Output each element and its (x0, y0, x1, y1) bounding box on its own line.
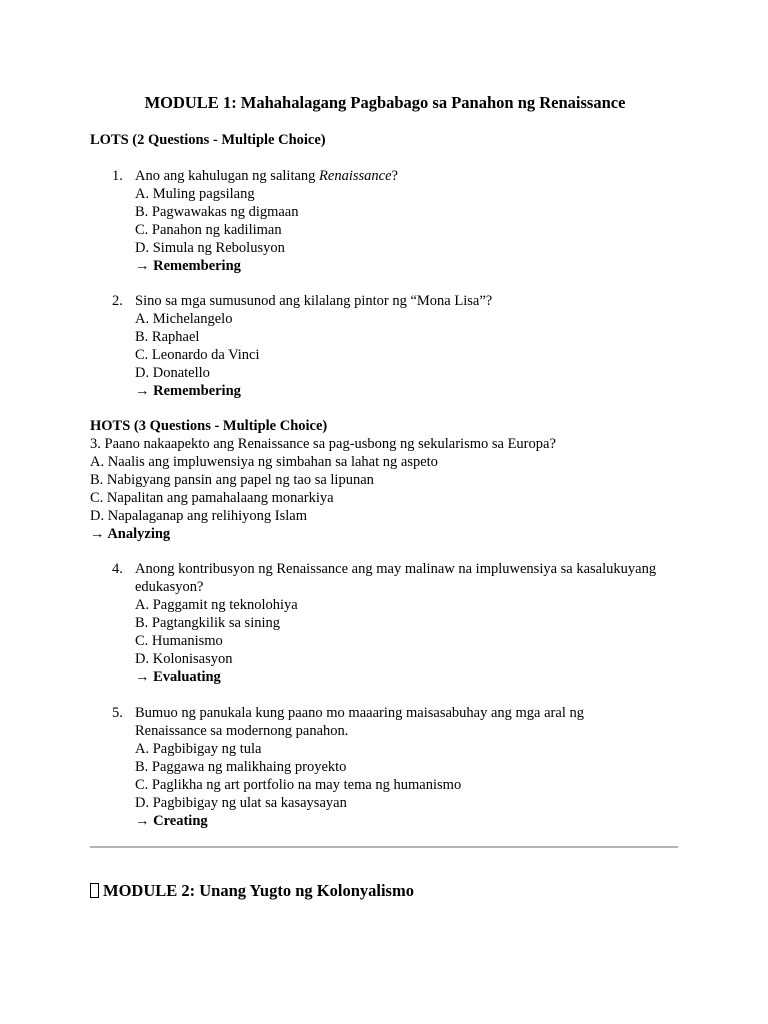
cognitive-level: → Remembering (135, 383, 241, 399)
question-text: Ano ang kahulugan ng salitang Renaissance? (135, 168, 398, 184)
arrow-right-icon: → (90, 526, 105, 542)
question-text-line-1: Anong kontribusyon ng Renaissance ang may malinaw na impluwensiya sa kasalukuyang (135, 561, 657, 577)
choice-a: A. Paggamit ng teknolohiya (135, 597, 298, 613)
module-2-heading (90, 881, 414, 901)
choice-d: D. Donatello (135, 365, 210, 381)
question-text-line-2: Renaissance sa modernong panahon. (135, 723, 349, 739)
question-number: 2. (112, 293, 123, 309)
choice-c: C. Panahon ng kadiliman (135, 222, 282, 238)
question-number: 1. (112, 168, 123, 184)
cognitive-level: → Analyzing (90, 526, 171, 542)
question-text: Sino sa mga sumusunod ang kilalang pintor ng “Mona Lisa”? (135, 293, 493, 309)
question-text: 3. Paano nakaapekto ang Renaissance sa pag-usbong ng sekularismo sa Europa? (90, 436, 556, 452)
choice-b: B. Nabigyang pansin ang papel ng tao sa lipunan (90, 472, 374, 488)
cognitive-level: → Creating (135, 813, 208, 829)
choice-b: B. Raphael (135, 329, 200, 345)
choice-a: A. Michelangelo (135, 311, 233, 327)
choice-c: C. Leonardo da Vinci (135, 347, 260, 363)
cognitive-level: → Evaluating (135, 669, 221, 685)
question-number: 5. (112, 705, 123, 721)
choice-a: A. Naalis ang impluwensiya ng simbahan sa lahat ng aspeto (90, 454, 438, 470)
hots-heading: HOTS (3 Questions - Multiple Choice) (90, 418, 328, 434)
choice-d: D. Napalaganap ang relihiyong Islam (90, 508, 308, 524)
horizontal-divider (90, 846, 678, 848)
choice-b: B. Pagtangkilik sa sining (135, 615, 280, 631)
module-1-title: MODULE 1: Mahahalagang Pagbabago sa Panahon ng Renaissance (144, 93, 626, 112)
choice-d: D. Kolonisasyon (135, 651, 233, 667)
choice-c: C. Humanismo (135, 633, 223, 649)
question-4 (90, 560, 680, 686)
missing-glyph-box-icon (90, 883, 99, 898)
module-2-title: MODULE 2: Unang Yugto ng Kolonyalismo (103, 881, 414, 900)
choice-c: C. Napalitan ang pamahalaang monarkiya (90, 490, 334, 506)
question-text-line-1: Bumuo ng panukala kung paano mo maaaring maisasabuhay ang mga aral ng (135, 705, 584, 721)
choice-a: A. Muling pagsilang (135, 186, 255, 202)
question-2 (90, 292, 680, 400)
arrow-right-icon: → (135, 669, 150, 685)
cognitive-level: → Remembering (135, 258, 241, 274)
choice-b: B. Pagwawakas ng digmaan (135, 204, 299, 220)
choice-d: D. Simula ng Rebolusyon (135, 240, 285, 256)
arrow-right-icon: → (135, 383, 150, 399)
choice-d: D. Pagbibigay ng ulat sa kasaysayan (135, 795, 347, 811)
question-number: 4. (112, 561, 123, 577)
choice-c: C. Paglikha ng art portfolio na may tema ng humanismo (135, 777, 462, 793)
choice-b: B. Paggawa ng malikhaing proyekto (135, 759, 347, 775)
lots-heading: LOTS (2 Questions - Multiple Choice) (90, 132, 326, 148)
question-1 (90, 167, 680, 275)
question-text-line-2: edukasyon? (135, 579, 204, 595)
arrow-right-icon: → (135, 258, 150, 274)
arrow-right-icon: → (135, 813, 150, 829)
question-3 (90, 435, 680, 543)
question-5 (90, 704, 680, 830)
choice-a: A. Pagbibigay ng tula (135, 741, 262, 757)
